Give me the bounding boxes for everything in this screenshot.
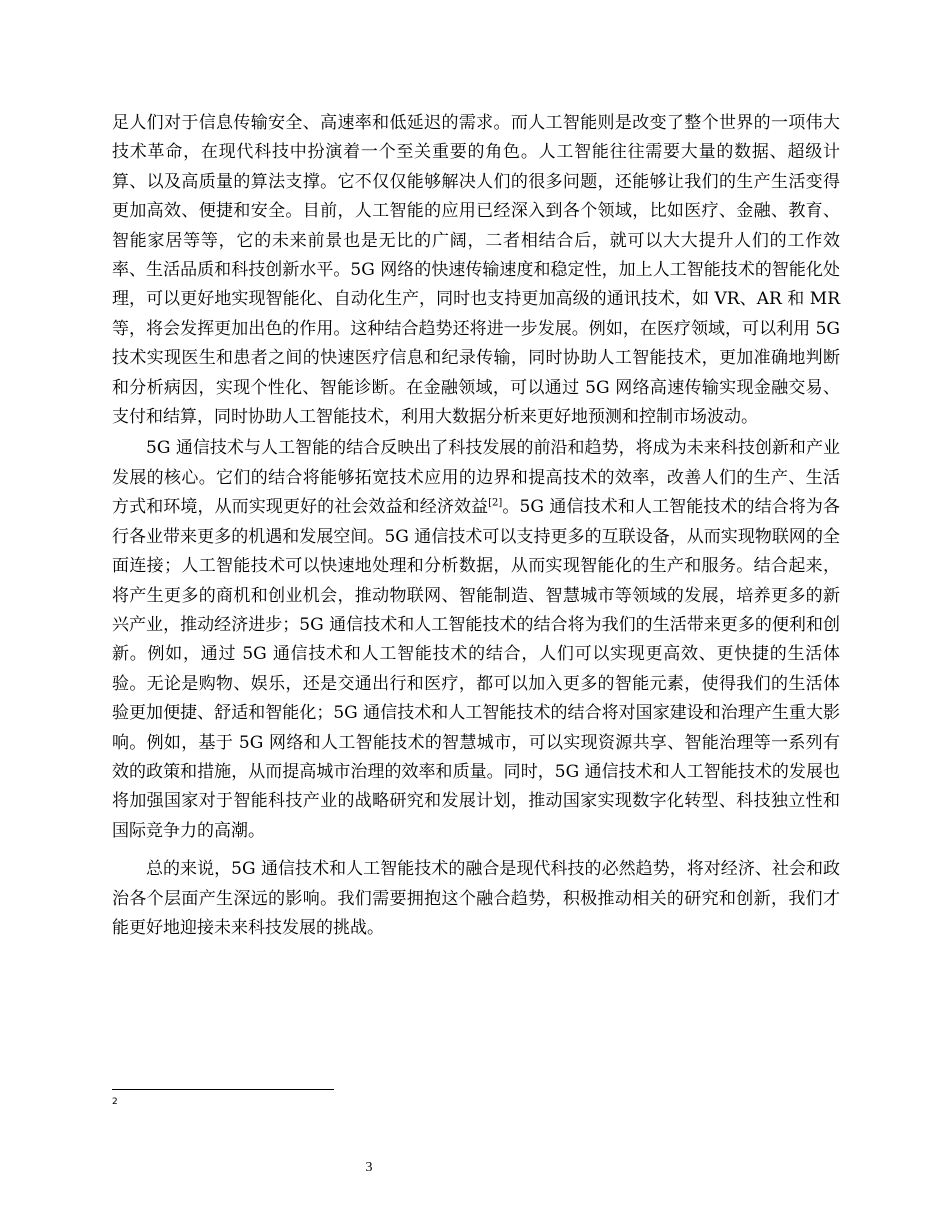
paragraph-2 (112, 434, 840, 846)
citation-2[interactable]: [2] (488, 497, 503, 509)
paragraph-3: 总的来说，5G 通信技术和人工智能技术的融合是现代科技的必然趋势，将对经济、社会和政治各个层面产生深远的影响。我们需要拥抱这个融合趋势，积极推动相关的研究和创新，我们才能更好地迎接未来科技发展的挑战。 (112, 859, 840, 938)
footnote-separator (112, 1089, 334, 1090)
page-number: 3 (365, 1160, 373, 1175)
document-body (112, 109, 840, 943)
footnote-mark: 2 (112, 1097, 118, 1107)
paragraph-1: 足人们对于信息传输安全、高速率和低延迟的需求。而人工智能则是改变了整个世界的一项伟大技术革命，在现代科技中扮演着一个至关重要的角色。人工智能往往需要大量的数据、超级计算、以及高质量的算法支撑。它不仅仅能够解决人们的很多问题，还能够让我们的生产生活变得更加高效、便捷和安全。目前，人工智能的应用已经深入到各个领域，比如医疗、金融、教育、智能家居等等，它的未来前景也是无比的广阔，二者相结合后，就可以大大提升人们的工作效率、生活品质和科技创新水平。5G 网络的快速传输速度和稳定性，加上人工智能技术的智能化处理，可以更好地实现智能化、自动化生产，同时也支持更加高级的通讯技术，如 VR、AR 和 MR 等，将会发挥更加出色的作用。这种结合趋势还将进一步发展。例如，在医疗领域，可以利用 5G 技术实现医生和患者之间的快速医疗信息和纪录传输，同时协助人工智能技术，更加准确地判断和分析病因，实现个性化、智能诊断。在金融领域，可以通过 5G 网络高速传输实现金融交易、支付和结算，同时协助人工智能技术，利用大数据分析来更好地预测和控制市场波动。 (112, 113, 840, 428)
paragraph-2-part-b: 。5G 通信技术和人工智能技术的结合将为各行各业带来更多的机遇和发展空间。5G 通信技术可以支持更多的互联设备，从而实现物联网的全面连接；人工智能技术可以快速地处理和分析数据，从而实现智能化的生产和服务。结合起来，将产生更多的商机和创业机会，推动物联网、智能制造、智慧城市等领域的发展，培养更多的新兴产业，推动经济进步；5G 通信技术和人工智能技术的结合将为我们的生活带来更多的便利和创新。例如，通过 5G 通信技术和人工智能技术的结合，人们可以实现更高效、更快捷的生活体验。无论是购物、娱乐，还是交通出行和医疗，都可以加入更多的智能元素，使得我们的生活体验更加便捷、舒适和智能化；5G 通信技术和人工智能技术的结合将对国家建设和治理产生重大影响。例如，基于 5G 网络和人工智能技术的智慧城市，可以实现资源共享、智能治理等一系列有效的政策和措施，从而提高城市治理的效率和质量。同时，5G 通信技术和人工智能技术的发展也将加强国家对于智能科技产业的战略研究和发展计划，推动国家实现数字化转型、科技独立性和国际竞争力的高潮。 (112, 497, 840, 841)
paragraph-2-part-a: 5G 通信技术与人工智能的结合反映出了科技发展的前沿和趋势，将成为未来科技创新和产业发展的核心。它们的结合将能够拓宽技术应用的边界和提高技术的效率，改善人们的生产、生活方式和环境，从而实现更好的社会效益和经济效益 (112, 438, 840, 518)
